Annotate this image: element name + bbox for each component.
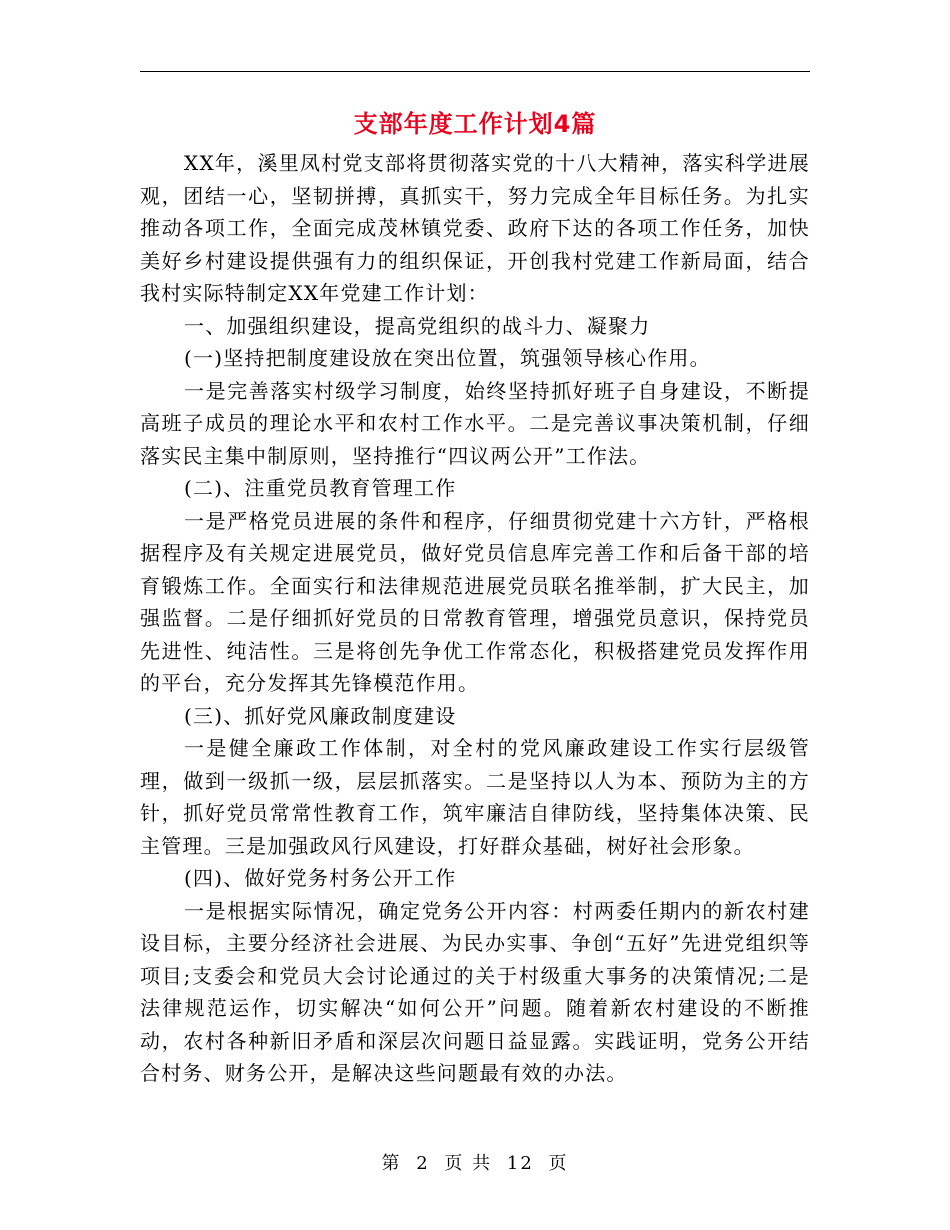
paragraph: 一是健全廉政工作体制，对全村的党风廉政建设工作实行层级管理，做到一级抓一级，层层抓落实。二是坚持以人为本、预防为主的方针，抓好党员常常性教育工作，筑牢廉洁自律防线，坚持集体决策、民主管理。三是加强政风行风建设，打好群众基础，树好社会形象。 bbox=[140, 736, 810, 858]
paragraph: XX年，溪里凤村党支部将贯彻落实党的十八大精神，落实科学进展观，团结一心，坚韧拼搏，真抓实干，努力完成全年目标任务。为扎实推动各项工作，全面完成茂林镇党委、政府下达的各项工作任务，加快美好乡村建设提供强有力的组织保证，开创我村党建工作新局面，结合我村实际特制定XX年党建工作计划： bbox=[140, 151, 810, 305]
footer-prefix: 第 bbox=[381, 1153, 402, 1174]
subsection-heading: (三)、抓好党风廉政制度建设 bbox=[184, 703, 457, 728]
header-rule bbox=[140, 71, 810, 72]
document-body bbox=[140, 147, 810, 1090]
footer-middle: 页 共 bbox=[444, 1153, 493, 1174]
paragraph: 一是完善落实村级学习制度，始终坚持抓好班子自身建设，不断提高班子成员的理论水平和农村工作水平。二是完善议事决策机制，仔细落实民主集中制原则，坚持推行“四议两公开”工作法。 bbox=[140, 378, 810, 468]
subsection-heading: (四)、做好党务村务公开工作 bbox=[184, 866, 457, 890]
subsection-heading: (二)、注重党员教育管理工作 bbox=[184, 476, 457, 500]
total-pages: 12 bbox=[506, 1153, 534, 1174]
page-footer bbox=[0, 1151, 950, 1177]
page-number: 2 bbox=[416, 1153, 430, 1174]
footer-suffix: 页 bbox=[548, 1153, 569, 1174]
subsection-heading: (一)坚持把制度建设放在突出位置，筑强领导核心作用。 bbox=[184, 346, 711, 370]
section-heading: 一、加强组织建设，提高党组织的战斗力、凝聚力 bbox=[184, 313, 651, 338]
paragraph: 一是根据实际情况，确定党务公开内容：村两委任期内的新农村建设目标，主要分经济社会进展、为民办实事、争创“五好”先进党组织等项目;支委会和党员大会讨论通过的关于村级重大事务的决策情况;二是法律规范运作，切实解决“如何公开”问题。随着新农村建设的不断推动，农村各种新旧矛盾和深层次问题日益显露。实践证明，党务公开结合村务、财务公开，是解决这些问题最有效的办法。 bbox=[140, 898, 810, 1085]
paragraph: 一是严格党员进展的条件和程序，仔细贯彻党建十六方针，严格根据程序及有关规定进展党员，做好党员信息库完善工作和后备干部的培育锻炼工作。全面实行和法律规范进展党员联名推举制，扩大民主，加强监督。二是仔细抓好党员的日常教育管理，增强党员意识，保持党员先进性、纯洁性。三是将创先争优工作常态化，积极搭建党员发挥作用的平台，充分发挥其先锋模范作用。 bbox=[140, 508, 810, 695]
document-title: 支部年度工作计划4篇 bbox=[353, 110, 597, 138]
